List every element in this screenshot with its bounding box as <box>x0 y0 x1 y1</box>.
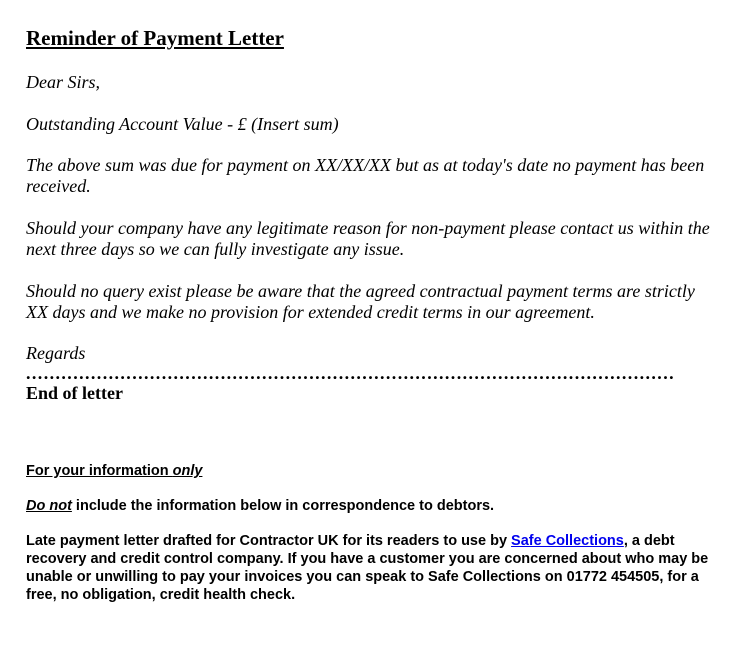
account-value-line: Outstanding Account Value - £ (Insert sum) <box>26 114 339 134</box>
paragraph-due-date: The above sum was due for payment on XX/XX/XX but as at today's date no payment has been received. <box>26 155 705 196</box>
info-heading-text: For your information only <box>26 463 203 479</box>
info-heading <box>26 462 716 480</box>
paragraph-terms: Should no query exist please be aware that the agreed contractual payment terms are strictly XX days and we make no provision for extended credit terms in our agreement. <box>26 281 695 322</box>
warning-text: include the information below in correspondence to debtors. <box>71 498 495 514</box>
do-not-emphasis: Do not <box>26 498 72 514</box>
end-of-letter-label: End of letter <box>26 383 123 403</box>
paragraph-contact: Should your company have any legitimate reason for non-payment please contact us within the next three days so we can fully investigate any issue. <box>26 218 710 259</box>
salutation: Dear Sirs, <box>26 72 101 92</box>
safe-collections-link[interactable]: Safe Collections <box>511 533 624 549</box>
dotted-separator: .............................................................................................................. <box>26 364 675 382</box>
info-warning <box>26 497 716 515</box>
closing-regards: Regards <box>26 343 86 363</box>
letter-title: Reminder of Payment Letter <box>26 26 284 50</box>
info-body-suffix: , a debt recovery and credit control company. If you have a customer you are concerned about who may be unable or unwilling to pay your invoices you can speak to Safe Collections on 01772 454505, for a free, no obligation, credit health check. <box>26 533 709 603</box>
info-body-prefix: Late payment letter drafted for Contractor UK for its readers to use by <box>26 533 512 549</box>
info-body <box>26 532 716 604</box>
